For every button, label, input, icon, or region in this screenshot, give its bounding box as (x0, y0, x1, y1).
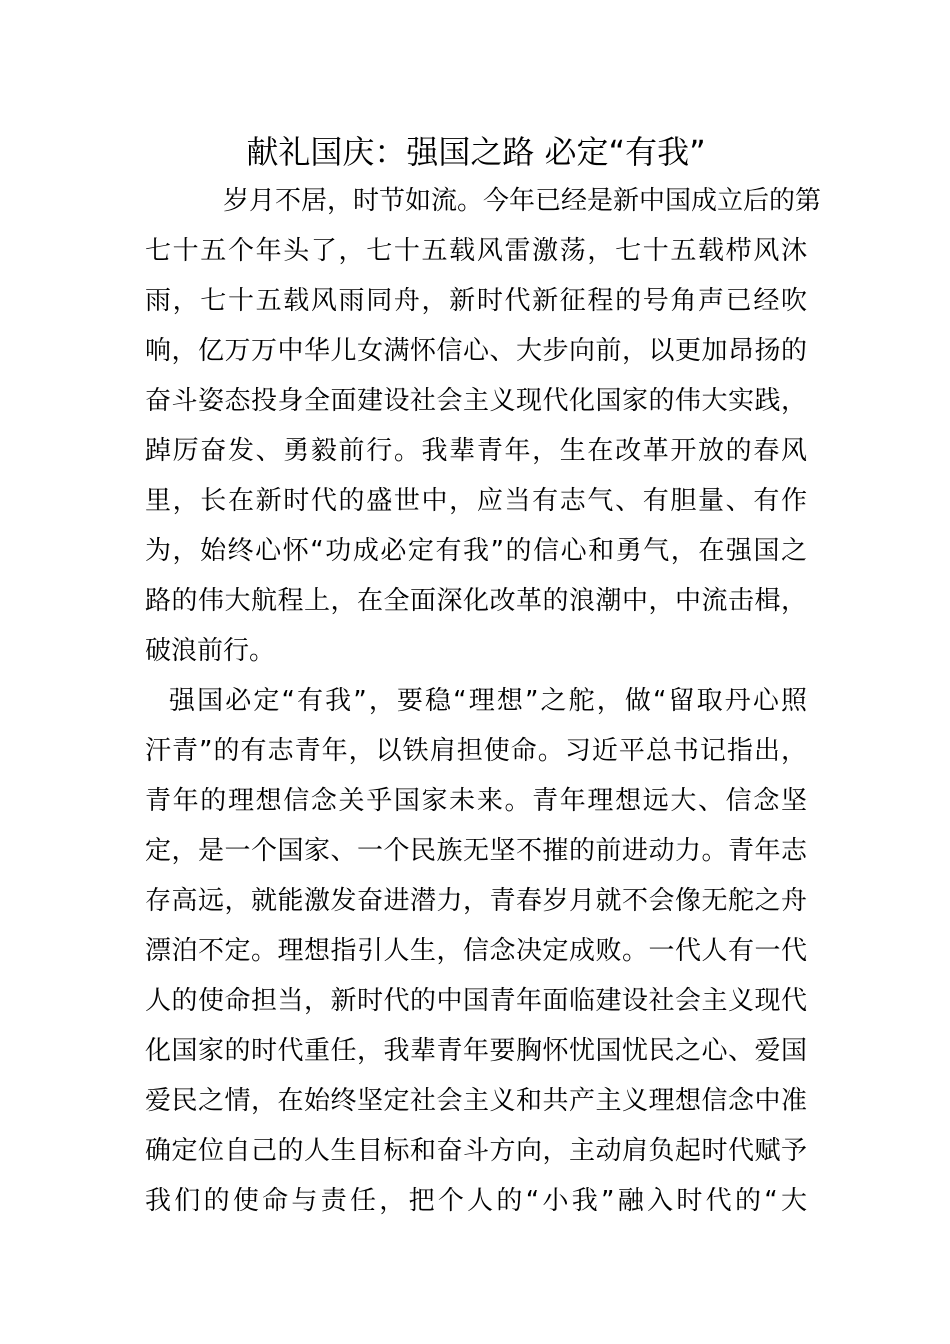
text-line: 爱民之情，在始终坚定社会主义和共产主义理想信念中准 (145, 1086, 807, 1116)
text-line: 汗青”的有志青年，以铁肩担使命。习近平总书记指出， (145, 736, 807, 766)
text-line: 青年的理想信念关乎国家未来。青年理想远大、信念坚 (145, 786, 807, 816)
text-line: 强国必定“有我”，要稳“理想”之舵，做“留取丹心照 (169, 686, 807, 716)
text-line: 里，长在新时代的盛世中，应当有志气、有胆量、有作 (145, 486, 807, 516)
text-line: 存高远，就能激发奋进潜力，青春岁月就不会像无舵之舟 (145, 886, 807, 916)
text-line: 路的伟大航程上，在全面深化改革的浪潮中，中流击楫， (145, 586, 807, 616)
text-line: 定，是一个国家、一个民族无坚不摧的前进动力。青年志 (145, 836, 807, 866)
text-line: 岁月不居，时节如流。今年已经是新中国成立后的第 (223, 186, 822, 216)
text-line: 化国家的时代重任，我辈青年要胸怀忧国忧民之心、爱国 (145, 1036, 807, 1066)
text-line: 雨，七十五载风雨同舟，新时代新征程的号角声已经吹 (145, 286, 807, 316)
document-body (145, 176, 822, 1226)
text-line: 踔厉奋发、勇毅前行。我辈青年，生在改革开放的春风 (145, 436, 807, 466)
text-line: 漂泊不定。理想指引人生，信念决定成败。一代人有一代 (145, 936, 807, 966)
text-line: 我们的使命与责任，把个人的“小我”融入时代的“大 (145, 1186, 807, 1216)
text-line: 奋斗姿态投身全面建设社会主义现代化国家的伟大实践， (145, 386, 807, 416)
text-line: 人的使命担当，新时代的中国青年面临建设社会主义现代 (145, 986, 807, 1016)
text-line: 响，亿万万中华儿女满怀信心、大步向前，以更加昂扬的 (145, 336, 807, 366)
text-line: 为，始终心怀“功成必定有我”的信心和勇气，在强国之 (145, 536, 807, 566)
document-title: 献礼国庆：强国之路 必定“有我” (246, 133, 706, 171)
text-line: 破浪前行。 (145, 636, 276, 666)
text-line: 确定位自己的人生目标和奋斗方向，主动肩负起时代赋予 (145, 1136, 807, 1166)
text-line: 七十五个年头了，七十五载风雷激荡，七十五载栉风沐 (145, 236, 807, 266)
